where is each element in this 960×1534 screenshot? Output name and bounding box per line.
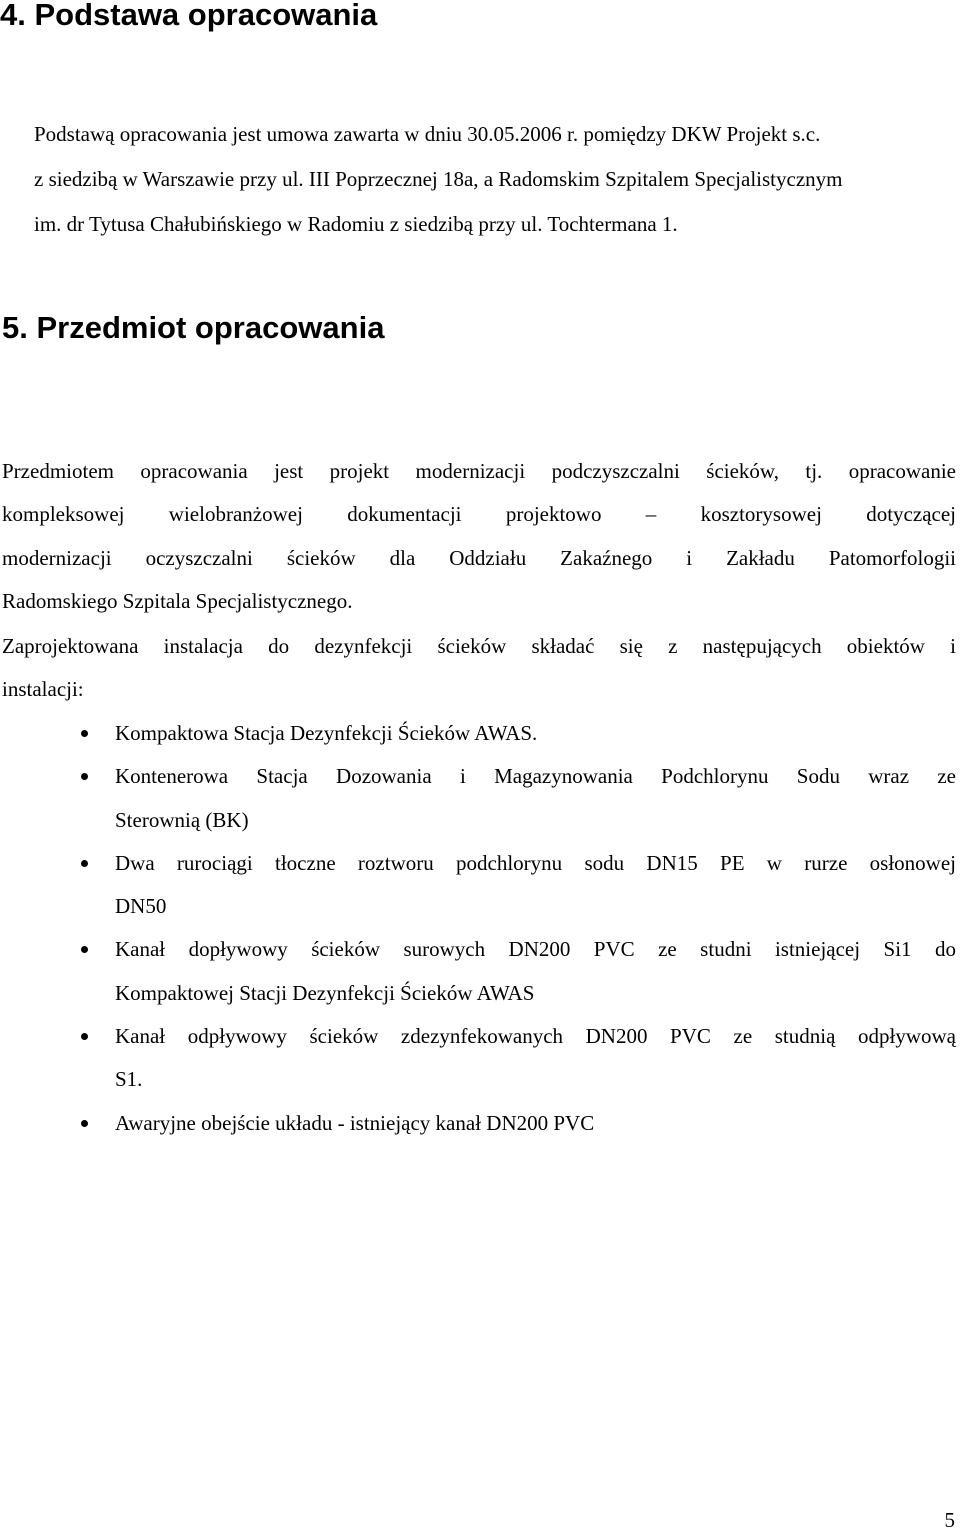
- list-item-line: Awaryjne obejście układu - istniejący kanał DN200 PVC: [115, 1110, 595, 1135]
- list-item-line: Kanał dopływowy ścieków surowych DN200 PVC ze studni istniejącej Si1 do: [115, 937, 956, 962]
- list-item: [0, 712, 956, 755]
- subject-line: kompleksowej wielobranżowej dokumentacji projektowo – kosztorysowej dotyczącej: [2, 502, 956, 527]
- subject-line: modernizacji oczyszczalni ścieków dla Oddziału Zakaźnego i Zakładu Patomorfologii: [2, 545, 956, 570]
- bullet-icon: [81, 1033, 88, 1040]
- subject-line: Przedmiotem opracowania jest projekt modernizacji podczyszczalni ścieków, tj. opracowanie: [2, 459, 956, 483]
- list-item: [0, 842, 956, 929]
- list-item-line: Dwa rurociągi tłoczne roztworu podchlorynu sodu DN15 PE w rurze osłonowej: [115, 850, 956, 875]
- list-item-line: Kontenerowa Stacja Dozowania i Magazynowania Podchlorynu Sodu wraz ze: [115, 764, 956, 789]
- list-item-line: Sterownią (BK): [115, 807, 249, 832]
- bullet-icon: [81, 730, 88, 737]
- bullet-icon: [81, 946, 88, 953]
- basis-paragraph: [34, 112, 960, 247]
- section-5-heading: 5. Przedmiot opracowania: [2, 310, 385, 345]
- list-item: [0, 755, 956, 842]
- subject-paragraph: [2, 450, 956, 623]
- list-item-line: Kanał odpływowy ścieków zdezynfekowanych DN200 PVC ze studnią odpływową: [115, 1024, 956, 1049]
- basis-line: z siedzibą w Warszawie przy ul. III Poprzecznej 18a, a Radomskim Szpitalem Specjalistycznym: [34, 167, 843, 191]
- list-item: [0, 1102, 956, 1145]
- list-item: [0, 928, 956, 1015]
- bullet-icon: [81, 860, 88, 867]
- list-item-line: Kompaktowa Stacja Dezynfekcji Ścieków AWAS.: [115, 721, 538, 745]
- list-item: [0, 1015, 956, 1102]
- list-item-line: S1.: [115, 1067, 143, 1092]
- section-4-heading: 4. Podstawa opracowania: [0, 0, 378, 32]
- subject-line: Radomskiego Szpitala Specjalistycznego.: [2, 588, 353, 613]
- list-item-line: Kompaktowej Stacji Dezynfekcji Ścieków AWAS: [115, 980, 535, 1005]
- page-number: 5: [944, 1508, 955, 1532]
- list-item-line: DN50: [115, 894, 167, 919]
- basis-line: im. dr Tytusa Chałubińskiego w Radomiu z siedzibą przy ul. Tochtermana 1.: [34, 212, 678, 236]
- designed-installation-paragraph: [2, 625, 956, 712]
- installation-items-list: [0, 712, 960, 1145]
- basis-line: Podstawą opracowania jest umowa zawarta w dniu 30.05.2006 r. pomiędzy DKW Projekt s.c.: [34, 122, 821, 146]
- bullet-icon: [81, 1120, 88, 1127]
- bullet-icon: [81, 773, 88, 780]
- designed-line: Zaprojektowana instalacja do dezynfekcji ścieków składać się z następujących obiektów i: [2, 634, 956, 658]
- designed-line: instalacji:: [2, 677, 84, 702]
